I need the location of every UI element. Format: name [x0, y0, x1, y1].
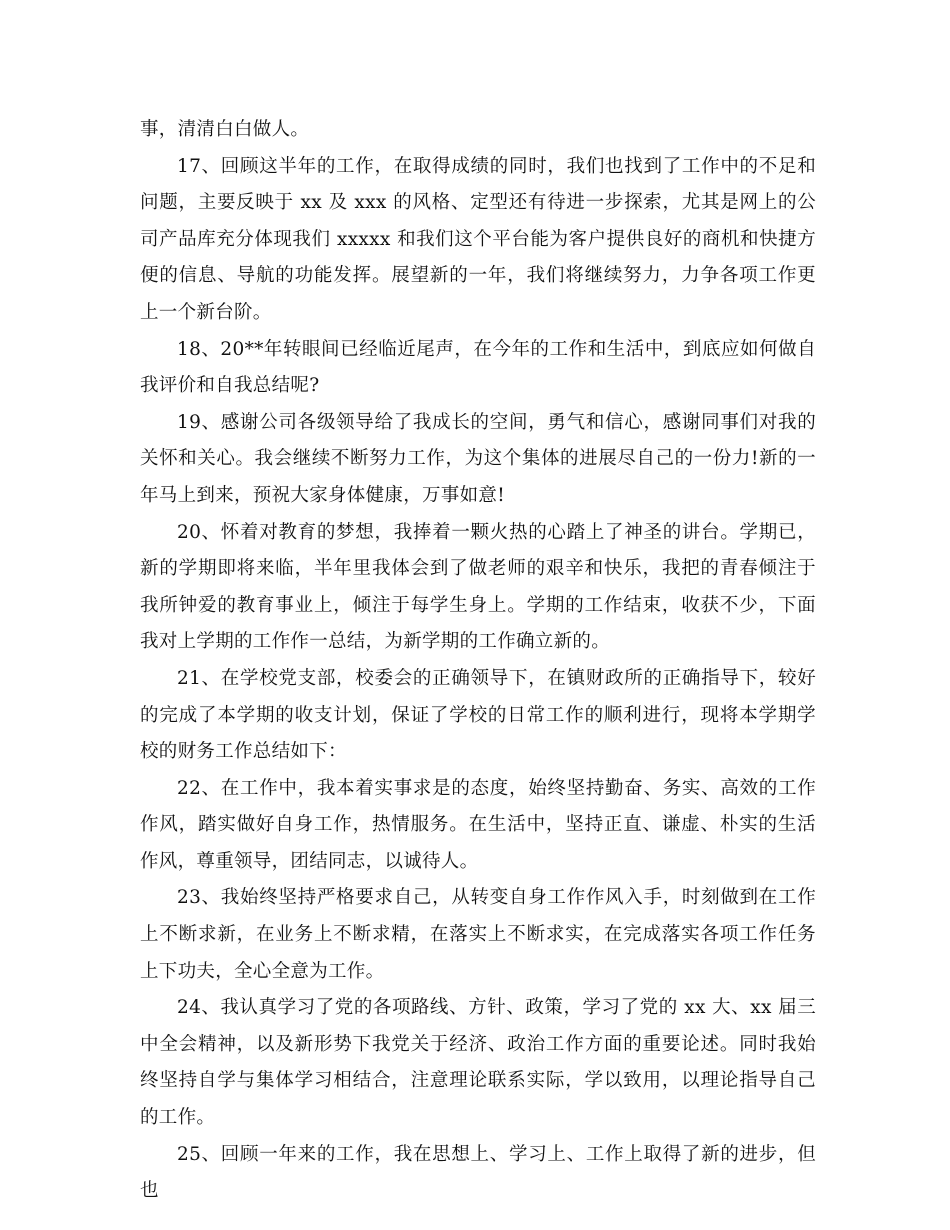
paragraph-23: 23、我始终坚持严格要求自己，从转变自身工作作风入手，时刻做到在工作上不断求新，在业务上不断求精，在落实上不断求实，在完成落实各项工作任务上下功夫，全心全意为工作。 [140, 887, 816, 982]
paragraph-continuation: 事，清清白白做人。 [140, 119, 310, 140]
paragraph-20: 20、怀着对教育的梦想，我捧着一颗火热的心踏上了神圣的讲台。学期已，新的学期即将来临，半年里我体会到了做老师的艰辛和快乐，我把的青春倾注于我所钟爱的教育事业上，倾注于每学生身上。学期的工作结束，收获不少，下面我对上学期的工作作一总结，为新学期的工作确立新的。 [140, 521, 816, 653]
paragraph-22: 22、在工作中，我本着实事求是的态度，始终坚持勤奋、务实、高效的工作作风，踏实做好自身工作，热情服务。在生活中，坚持正直、谦虚、朴实的生活作风，尊重领导，团结同志，以诚待人。 [140, 777, 816, 872]
paragraph-19: 19、感谢公司各级领导给了我成长的空间，勇气和信心，感谢同事们对我的关怀和关心。我会继续不断努力工作，为这个集体的进展尽自己的一份力!新的一年马上到来，预祝大家身体健康，万事如意! [140, 411, 816, 506]
paragraph-25: 25、回顾一年来的工作，我在思想上、学习上、工作上取得了新的进步，但也 [140, 1143, 816, 1202]
paragraph-21: 21、在学校党支部，校委会的正确领导下，在镇财政所的正确指导下，较好的完成了本学期的收支计划，保证了学校的日常工作的顺利进行，现将本学期学校的财务工作总结如下： [140, 667, 816, 763]
document-body [140, 112, 816, 1210]
paragraph-17: 17、回顾这半年的工作，在取得成绩的同时，我们也找到了工作中的不足和问题，主要反映于 xx 及 xxx 的风格、定型还有待进一步探索，尤其是网上的公司产品库充分体现我们 xxxxx 和我们这个平台能为客户提供良好的商机和快捷方便的信息、导航的功能发挥。展望新的一年，我们将继续努力，力争各项工作更上一个新台阶。 [140, 155, 816, 323]
paragraph-24: 24、我认真学习了党的各项路线、方针、政策，学习了党的 xx 大、xx 届三中全会精神，以及新形势下我党关于经济、政治工作方面的重要论述。同时我始终坚持自学与集体学习相结合，注意理论联系实际，学以致用，以理论指导自己的工作。 [140, 997, 816, 1129]
paragraph-18: 18、20**年转眼间已经临近尾声，在今年的工作和生活中，到底应如何做自我评价和自我总结呢? [140, 338, 816, 397]
